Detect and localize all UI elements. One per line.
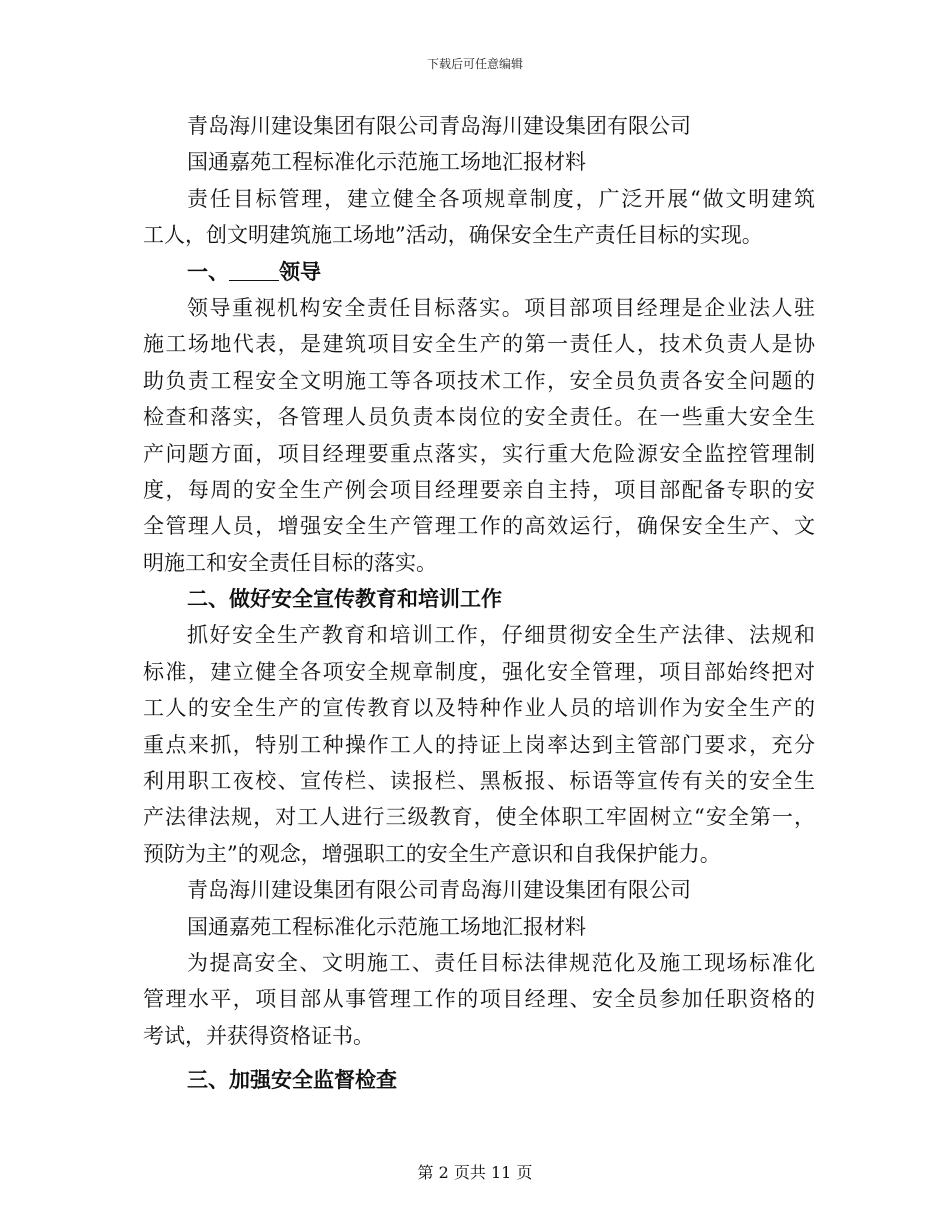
intro-line: 责任目标管理，建立健全各项规章制度，广泛开展“做文明建筑 <box>187 186 815 211</box>
section-1-prefix: 一、 <box>187 258 229 284</box>
intro-line: 工人，创文明建筑施工场地”活动，确保安全生产责任目标的实现。 <box>143 223 763 248</box>
paragraph-line: 施工场地代表，是建筑项目安全生产的第一责任人，技术负责人是协 <box>143 332 815 357</box>
blank-underline <box>229 260 279 281</box>
document-body <box>143 108 815 1099</box>
paragraph-line: 利用职工夜校、宣传栏、读报栏、黑板报、标语等宣传有关的安全生 <box>143 769 815 794</box>
paragraph-line: 重点来抓，特别工种操作工人的持证上岗率达到主管部门要求，充分 <box>143 732 815 757</box>
paragraph-line: 度，每周的安全生产例会项目经理要亲自主持，项目部配备专职的安 <box>143 477 815 502</box>
paragraph-line: 为提高安全、文明施工、责任目标法律规范化及施工现场标准化 <box>187 950 815 975</box>
paragraph-line: 明施工和安全责任目标的落实。 <box>143 550 437 575</box>
paragraph-line: 全管理人员，增强安全生产管理工作的高效运行，确保安全生产、文 <box>143 514 815 539</box>
paragraph-line: 预防为主”的观念，增强职工的安全生产意识和自我保护能力。 <box>143 841 721 866</box>
paragraph-line: 领导重视机构安全责任目标落实。项目部项目经理是企业法人驻 <box>187 295 815 320</box>
paragraph-line: 抓好安全生产教育和培训工作，仔细贯彻安全生产法律、法规和 <box>187 623 815 648</box>
section-3-heading: 三、加强安全监督检查 <box>187 1067 397 1093</box>
section-2-heading: 二、做好安全宣传教育和培训工作 <box>187 586 502 612</box>
paragraph-line: 管理水平，项目部从事管理工作的项目经理、安全员参加任职资格的 <box>143 987 815 1012</box>
paragraph-line: 标准，建立健全各项安全规章制度，强化安全管理，项目部始终把对 <box>143 659 815 684</box>
paragraph-line: 产法律法规，对工人进行三级教育，使全体职工牢固树立“安全第一， <box>143 805 815 830</box>
section-1-heading <box>143 254 815 290</box>
section-1-suffix: 领导 <box>279 258 321 284</box>
report-title-line: 国通嘉苑工程标准化示范施工场地汇报材料 <box>187 914 586 939</box>
company-line: 青岛海川建设集团有限公司青岛海川建设集团有限公司 <box>187 114 691 138</box>
page-number: 第 2 页共 11 页 <box>417 1163 533 1182</box>
paragraph-line: 检查和落实，各管理人员负责本岗位的安全责任。在一些重大安全生 <box>143 405 815 430</box>
paragraph-line: 工人的安全生产的宣传教育以及特种作业人员的培训作为安全生产的 <box>143 696 815 721</box>
paragraph-line: 产问题方面，项目经理要重点落实，实行重大危险源安全监控管理制 <box>143 441 815 466</box>
paragraph-line: 助负责工程安全文明施工等各项技术工作，安全员负责各安全问题的 <box>143 368 815 393</box>
paragraph-line: 考试，并获得资格证书。 <box>143 1023 374 1048</box>
company-line: 青岛海川建设集团有限公司青岛海川建设集团有限公司 <box>187 878 691 903</box>
report-title-line: 国通嘉苑工程标准化示范施工场地汇报材料 <box>187 150 586 175</box>
header-note: 下载后可任意编辑 <box>426 57 523 71</box>
